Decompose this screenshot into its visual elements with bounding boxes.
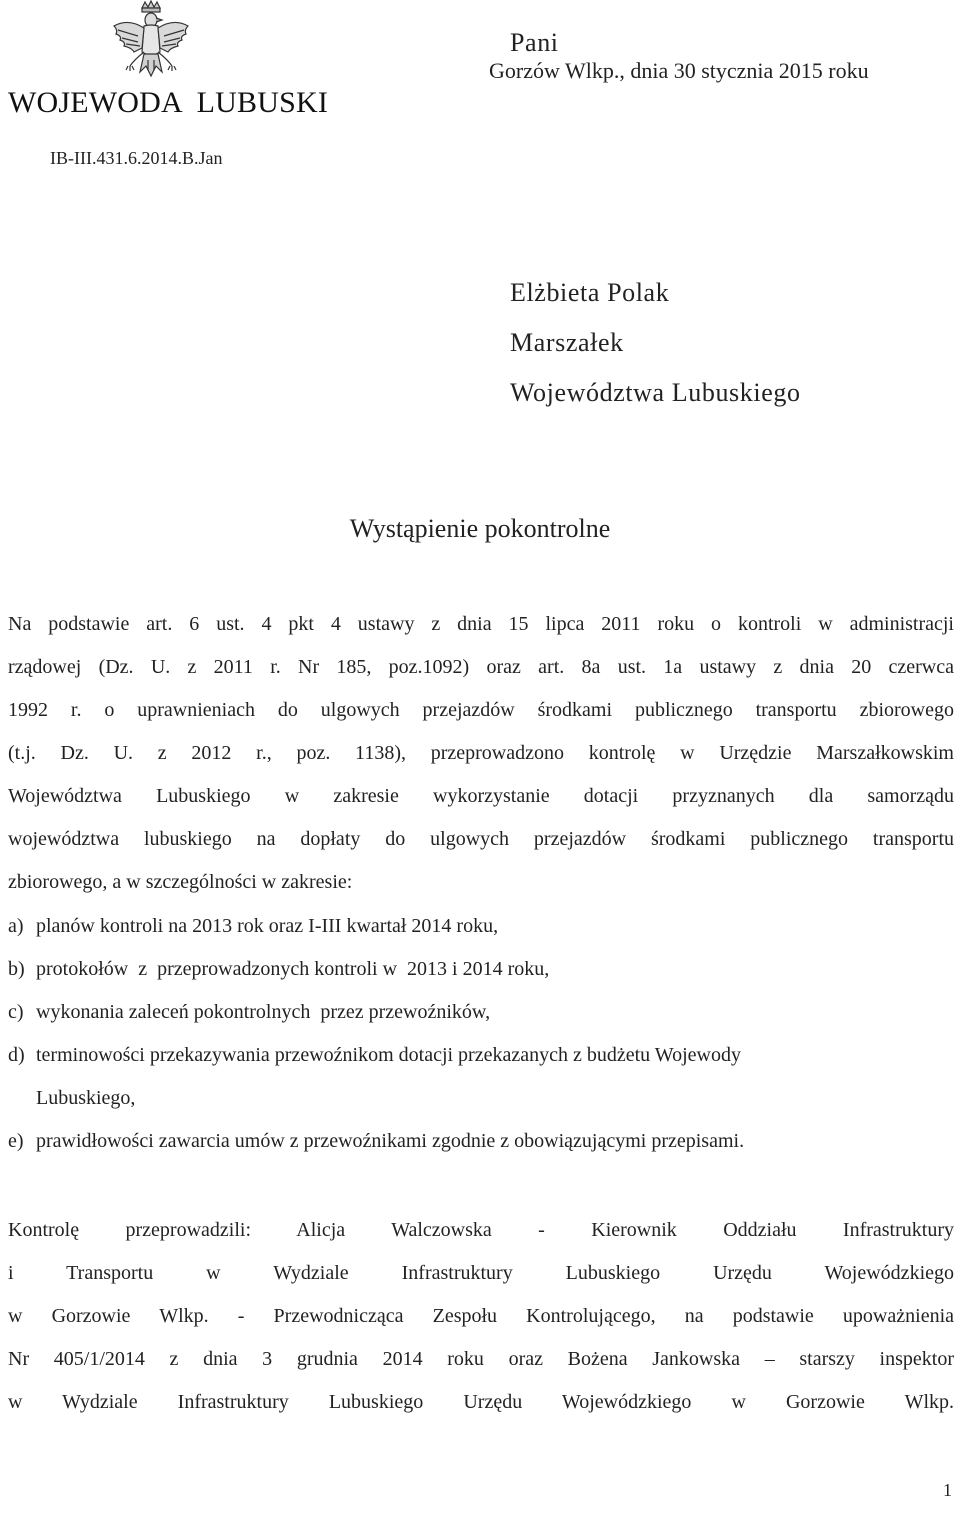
intro-line: Województwa Lubuskiego w zakresie wykorzystanie dotacji przyznanych dla samorządu <box>8 785 954 807</box>
controllers-line: w Gorzowie Wlkp. - Przewodnicząca Zespołu Kontrolującego, na podstawie upoważnienia <box>8 1305 954 1327</box>
authority-name: WOJEWODA LUBUSKI <box>8 86 329 119</box>
place-and-date: Gorzów Wlkp., dnia 30 stycznia 2015 roku <box>489 58 869 83</box>
page-number: 1 <box>943 1480 952 1500</box>
intro-line: rządowej (Dz. U. z 2011 r. Nr 185, poz.1092) oraz art. 8a ust. 1a ustawy z dnia 20 czerwca <box>8 656 954 678</box>
document-title: Wystąpienie pokontrolne <box>349 514 611 543</box>
scope-item <box>8 912 498 940</box>
scope-item-text: protokołów z przeprowadzonych kontroli w 2013 i 2014 roku, <box>36 958 550 980</box>
case-signature: IB-III.431.6.2014.B.Jan <box>50 148 223 168</box>
scope-item-letter: d) <box>8 1044 25 1066</box>
addressee-line-1: Pani <box>510 28 559 57</box>
controllers-line: Kontrolę przeprowadzili: Alicja Walczowska - Kierownik Oddziału Infrastruktury <box>8 1219 954 1241</box>
scope-item-letter: a) <box>8 915 24 937</box>
intro-line: (t.j. Dz. U. z 2012 r., poz. 1138), przeprowadzono kontrolę w Urzędzie Marszałkowskim <box>8 742 954 764</box>
eagle-emblem-icon <box>108 0 194 88</box>
scope-item-text: Lubuskiego, <box>36 1087 136 1109</box>
scope-item <box>8 1041 741 1069</box>
scope-item-text: prawidłowości zawarcia umów z przewoźnikami zgodnie z obowiązującymi przepisami. <box>36 1130 745 1152</box>
controllers-line: Nr 405/1/2014 z dnia 3 grudnia 2014 roku oraz Bożena Jankowska – starszy inspektor <box>8 1348 954 1370</box>
controllers-line: i Transportu w Wydziale Infrastruktury Lubuskiego Urzędu Wojewódzkiego <box>8 1262 954 1284</box>
scope-item <box>8 1127 744 1155</box>
scope-item <box>8 998 490 1026</box>
controllers-line: w Wydziale Infrastruktury Lubuskiego Urzędu Wojewódzkiego w Gorzowie Wlkp. <box>8 1391 954 1413</box>
scope-item <box>8 1084 135 1112</box>
scope-item-letter: b) <box>8 958 25 980</box>
intro-line: zbiorowego, a w szczególności w zakresie: <box>8 871 353 893</box>
addressee-line-4: Województwa Lubuskiego <box>510 378 801 407</box>
intro-line: 1992 r. o uprawnieniach do ulgowych przejazdów środkami publicznego transportu zbiorowego <box>8 699 954 721</box>
scope-item-text: planów kontroli na 2013 rok oraz I-III kwartał 2014 roku, <box>36 915 499 937</box>
scope-item-letter: c) <box>8 1001 24 1023</box>
scope-item-text: wykonania zaleceń pokontrolnych przez przewoźników, <box>36 1001 491 1023</box>
scope-item <box>8 955 549 983</box>
addressee-line-3: Marszałek <box>510 328 624 357</box>
intro-line: województwa lubuskiego na dopłaty do ulgowych przejazdów środkami publicznego transportu <box>8 828 954 850</box>
scope-item-letter: e) <box>8 1130 24 1152</box>
addressee-line-2: Elżbieta Polak <box>510 278 670 307</box>
scope-item-text: terminowości przekazywania przewoźnikom dotacji przekazanych z budżetu Wojewody <box>36 1044 741 1066</box>
intro-line: Na podstawie art. 6 ust. 4 pkt 4 ustawy z dnia 15 lipca 2011 roku o kontroli w administracji <box>8 613 954 635</box>
